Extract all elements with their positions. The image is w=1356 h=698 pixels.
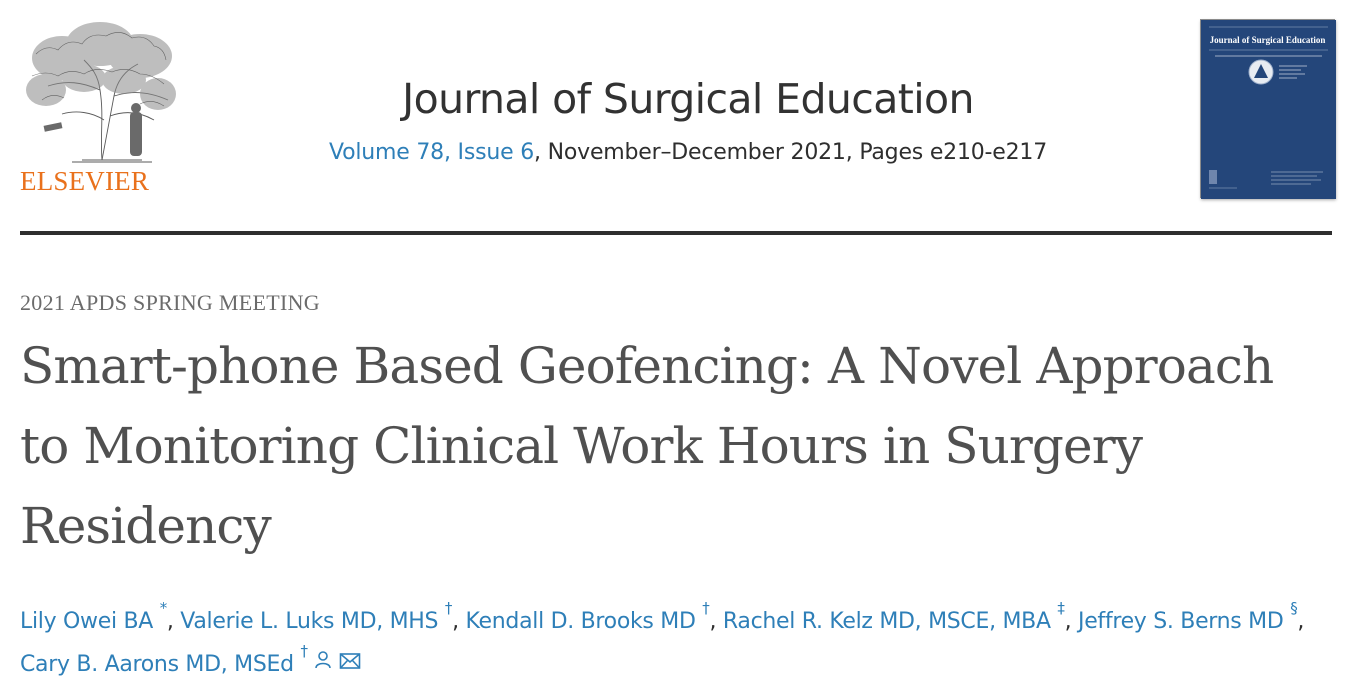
author-name: Valerie L. Luks MD, MHS (180, 609, 439, 634)
elsevier-wordmark: ELSEVIER (20, 166, 150, 196)
journal-title-link[interactable]: Journal of Surgical Education (402, 75, 974, 123)
author-affiliation-mark: § (1290, 599, 1298, 617)
author-name: Jeffrey S. Berns MD (1078, 609, 1284, 634)
journal-issue-line (300, 138, 1076, 168)
elsevier-logo[interactable] (20, 20, 180, 200)
author-affiliation-mark: † (300, 642, 308, 660)
author-name: Kendall D. Brooks MD (465, 609, 696, 634)
elsevier-tree-icon (22, 20, 176, 166)
author-affiliation-mark: * (159, 599, 167, 617)
cover-artwork-icon (1201, 20, 1336, 199)
author-list (20, 600, 1340, 687)
author-name: Lily Owei BA (20, 609, 153, 634)
person-icon[interactable] (314, 642, 332, 685)
author-separator: , (1064, 609, 1078, 634)
issue-date-pages: , November–December 2021, Pages e210-e217 (534, 140, 1048, 165)
volume-issue-link[interactable]: Volume 78, Issue 6 (328, 140, 535, 165)
author-link[interactable] (465, 599, 710, 634)
article-section-label: 2021 APDS SPRING MEETING (20, 290, 320, 315)
author-affiliation-mark: † (702, 599, 710, 617)
author-separator: , (1297, 609, 1305, 634)
author-separator: , (709, 609, 723, 634)
cover-title: Journal of Surgical Education (1209, 35, 1326, 45)
article-title: Smart-phone Based Geofencing: A Novel Approach to Monitoring Clinical Work Hours in Surgery Residency (20, 337, 1274, 555)
author-link[interactable] (722, 599, 1065, 634)
journal-cover-thumbnail[interactable] (1200, 19, 1335, 198)
journal-header (300, 72, 1076, 168)
author-affiliation-mark: † (444, 599, 453, 617)
author-link[interactable] (20, 599, 167, 634)
author-link[interactable] (180, 599, 453, 634)
author-link[interactable] (1078, 599, 1298, 634)
header-divider (20, 231, 1332, 235)
author-name: Rachel R. Kelz MD, MSCE, MBA (722, 609, 1051, 634)
author-separator: , (166, 609, 181, 634)
corresponding-author-link[interactable] (20, 642, 308, 677)
email-icon[interactable] (339, 642, 361, 685)
author-name: Cary B. Aarons MD, MSEd (20, 652, 294, 677)
author-affiliation-mark: ‡ (1057, 599, 1065, 617)
author-separator: , (452, 609, 466, 634)
